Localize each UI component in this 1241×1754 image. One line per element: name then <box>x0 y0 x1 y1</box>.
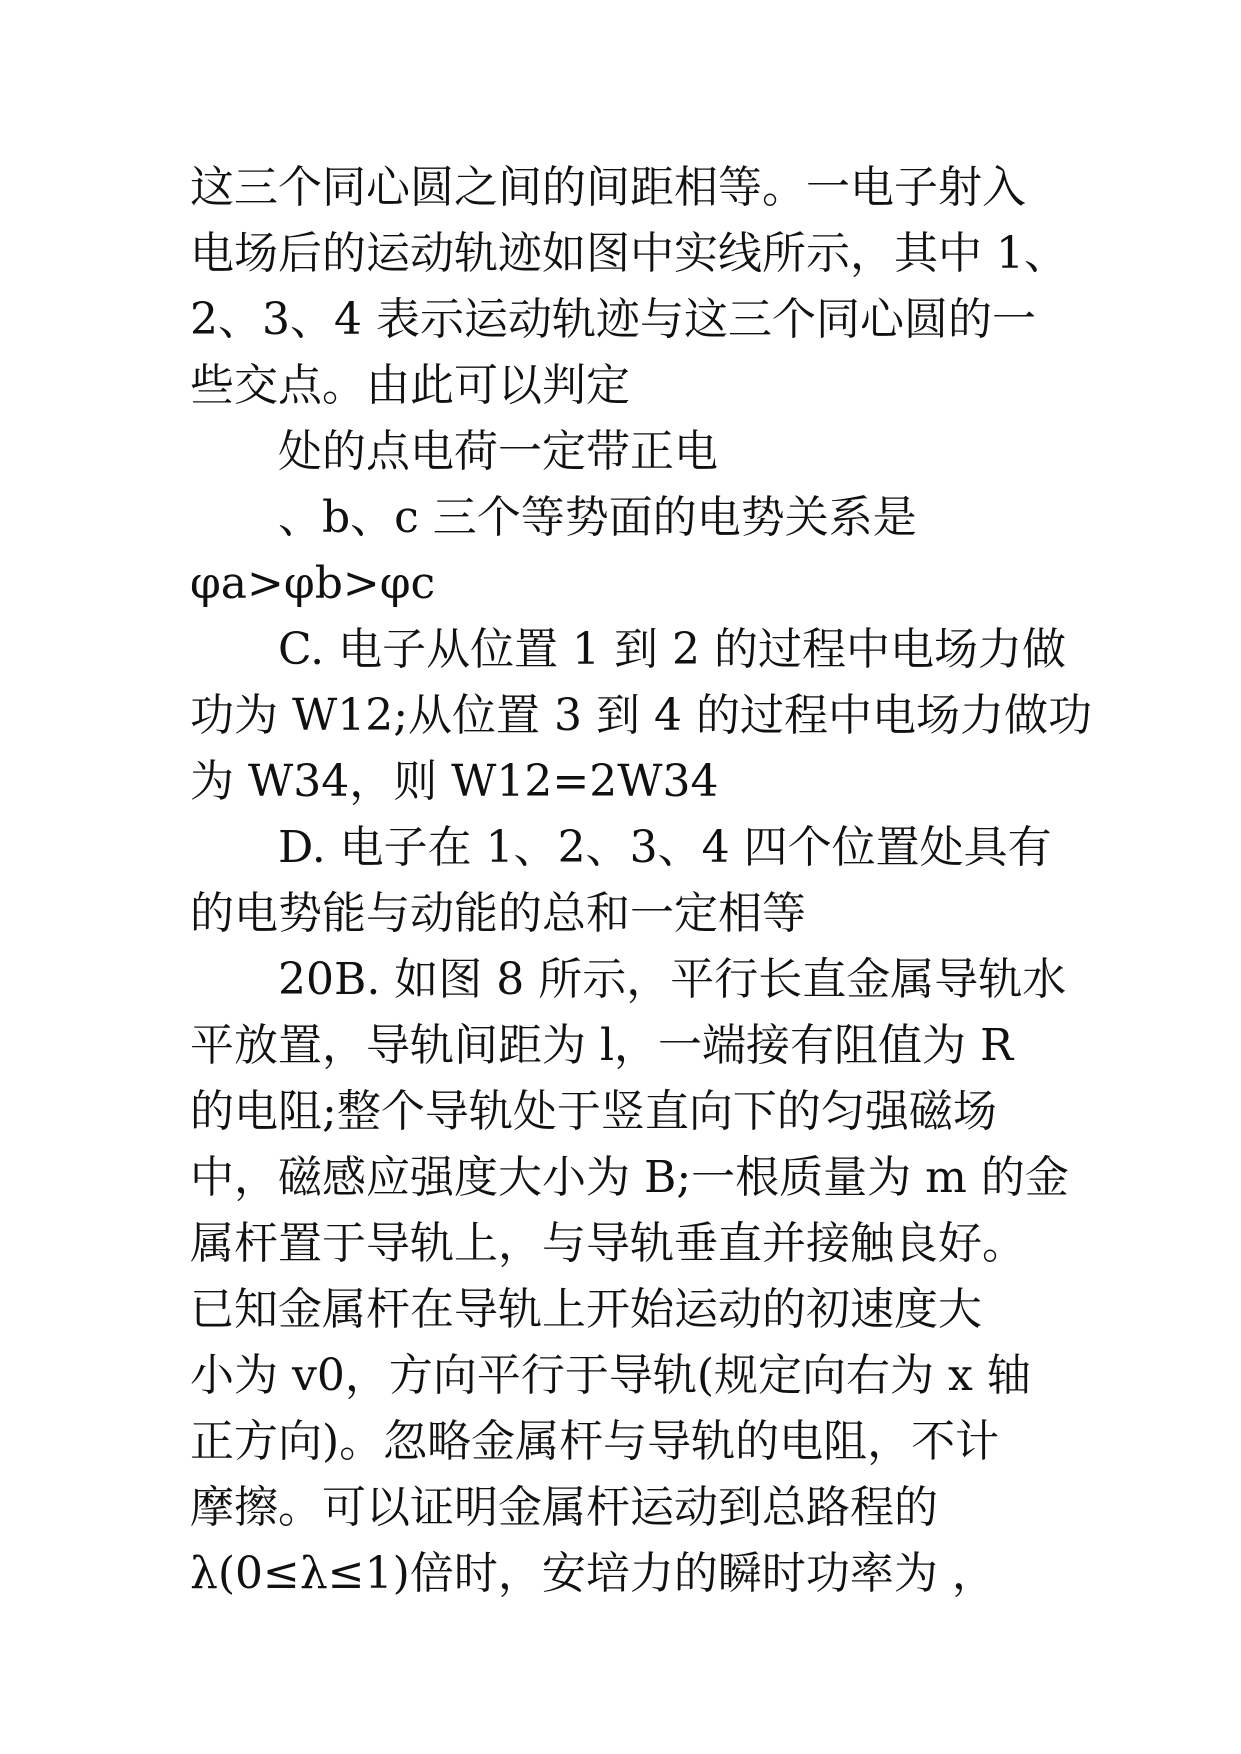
text-line: 正方向)。忽略金属杆与导轨的电阻，不计 <box>190 1416 1000 1467</box>
text-line: 功为 W12;从位置 3 到 4 的过程中电场力做功 <box>190 690 1092 741</box>
text-line: φa>φb>φc <box>190 558 436 609</box>
text-line: 摩擦。可以证明金属杆运动到总路程的 <box>190 1482 938 1533</box>
text-line: 平放置，导轨间距为 l，一端接有阻值为 R <box>190 1020 1014 1071</box>
text-line: 的电阻;整个导轨处于竖直向下的匀强磁场 <box>190 1086 997 1137</box>
option-a-line: 处的点电荷一定带正电 <box>278 426 718 477</box>
text-line: 的电势能与动能的总和一定相等 <box>190 888 806 939</box>
text-line: 小为 v0，方向平行于导轨(规定向右为 x 轴 <box>190 1350 1031 1401</box>
question-20b-line: 20B. 如图 8 所示，平行长直金属导轨水 <box>278 954 1067 1005</box>
text-line: 为 W34，则 W12=2W34 <box>190 756 719 807</box>
text-line: 属杆置于导轨上，与导轨垂直并接触良好。 <box>190 1218 1026 1269</box>
text-line: 2、3、4 表示运动轨迹与这三个同心圆的一 <box>190 294 1036 345</box>
text-line: 中，磁感应强度大小为 B;一根质量为 m 的金 <box>190 1152 1069 1203</box>
option-d-line: D. 电子在 1、2、3、4 四个位置处具有 <box>278 822 1052 873</box>
text-line: λ(0≤λ≤1)倍时，安培力的瞬时功率为 ， <box>190 1548 996 1599</box>
text-line: 这三个同心圆之间的间距相等。一电子射入 <box>190 162 1026 213</box>
text-line: 已知金属杆在导轨上开始运动的初速度大 <box>190 1284 982 1335</box>
text-line: 电场后的运动轨迹如图中实线所示，其中 1、 <box>190 228 1068 279</box>
document-body <box>190 155 1090 1607</box>
option-c-line: C. 电子从位置 1 到 2 的过程中电场力做 <box>278 624 1067 675</box>
option-b-line: 、b、c 三个等势面的电势关系是 <box>278 492 917 543</box>
text-line: 些交点。由此可以判定 <box>190 360 630 411</box>
